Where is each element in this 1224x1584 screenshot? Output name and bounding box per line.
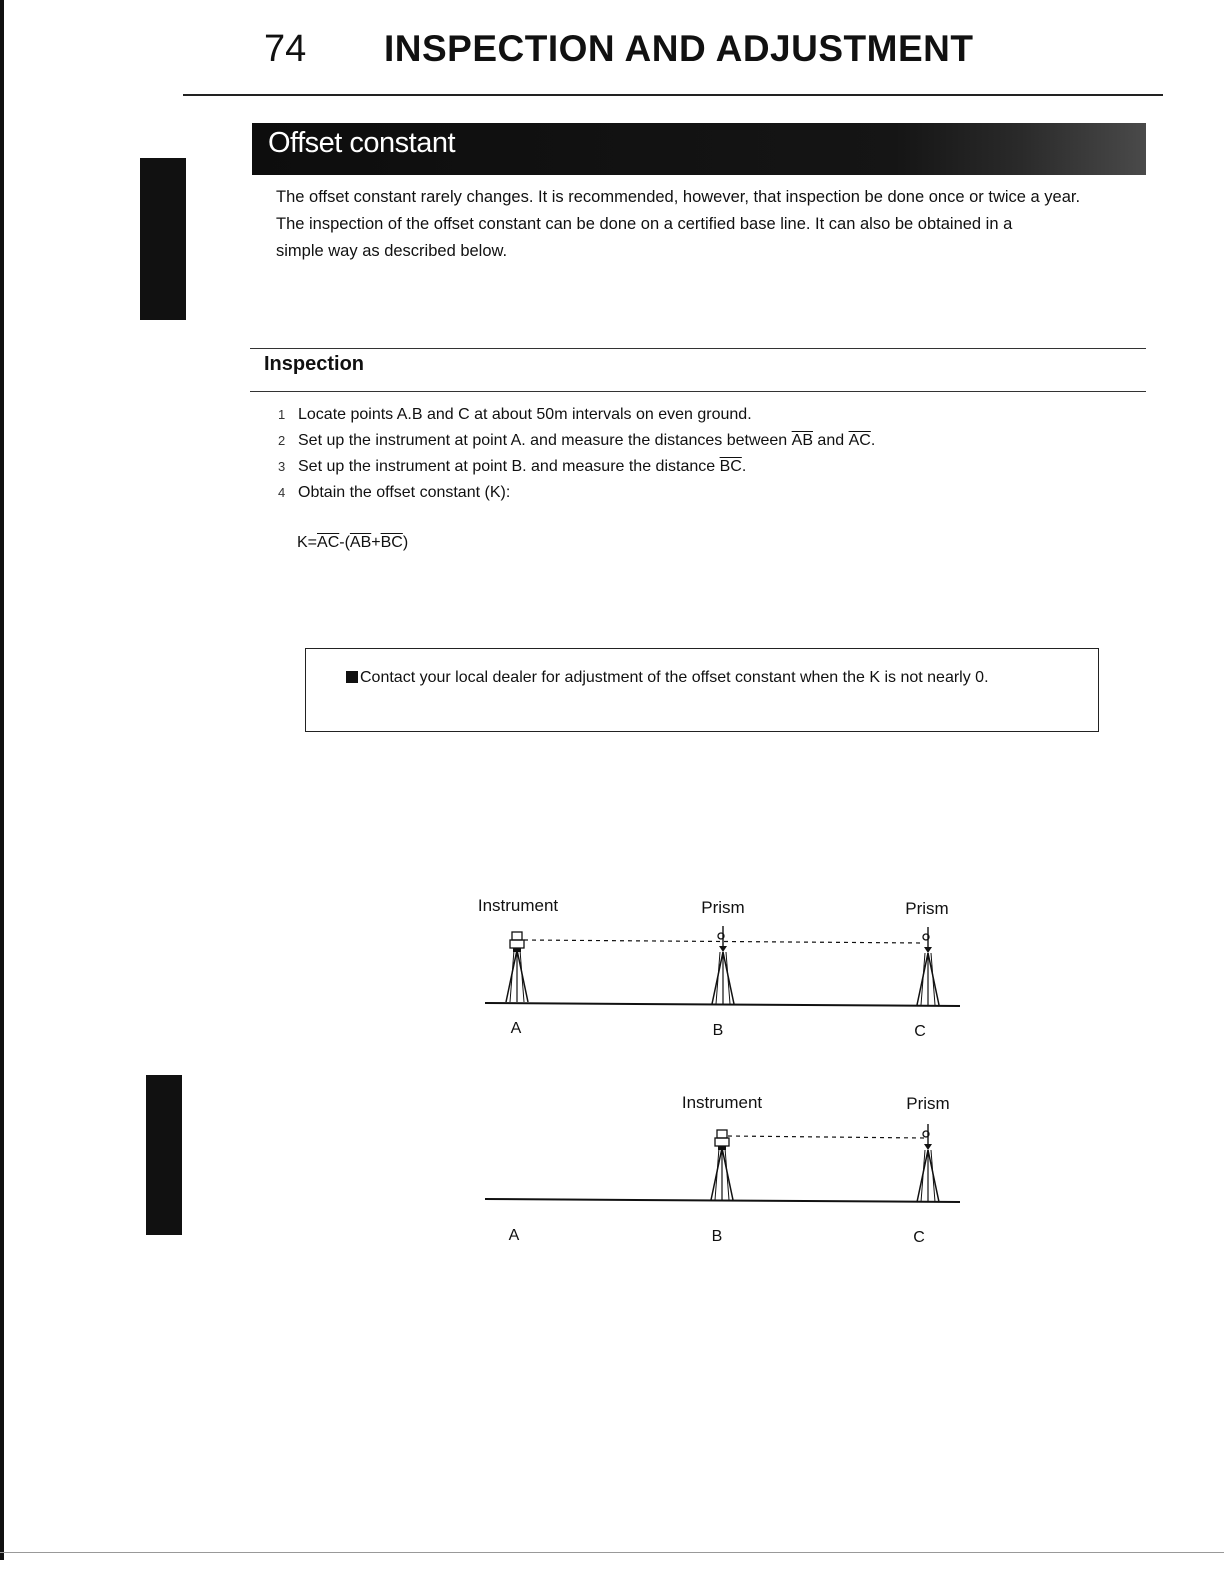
page-title: INSPECTION AND ADJUSTMENT	[384, 28, 974, 69]
formula-part: K=	[297, 534, 318, 551]
step-text-end: .	[741, 458, 747, 475]
point-label: A	[508, 1227, 520, 1244]
instrument-label: Instrument	[477, 896, 559, 915]
distance-symbol: $\overline{AC}$	[848, 432, 871, 449]
intro-paragraph: The offset constant rarely changes. It is recommended, however, that inspection be done once or twice a year.	[276, 188, 1081, 206]
setup-diagram-bottom	[485, 1093, 960, 1246]
page-number: 74	[264, 28, 307, 70]
formula-bc: $\overline{BC}$	[380, 534, 403, 551]
point-label: A	[510, 1020, 522, 1037]
point-label: B	[711, 1228, 723, 1245]
step-number: 4	[278, 485, 286, 500]
formula-ab: $\overline{AB}$	[349, 534, 372, 551]
distance-symbol: $\overline{BC}$	[719, 458, 742, 475]
step-text-join: and	[812, 432, 849, 449]
formula-part: )	[402, 534, 409, 551]
section-title: Offset constant	[268, 127, 456, 159]
step-number: 1	[278, 407, 286, 422]
instrument-label: Instrument	[681, 1093, 763, 1112]
step-number: 3	[278, 459, 286, 474]
formula-part: +	[371, 534, 381, 551]
step-text: Set up the instrument at point A. and measure the distances between	[298, 432, 792, 449]
step-text: Obtain the offset constant (K):	[298, 484, 511, 501]
point-label: C	[914, 1023, 926, 1040]
point-label: C	[913, 1229, 925, 1246]
formula-ac: $\overline{AC}$	[317, 534, 340, 551]
inspection-title: Inspection	[264, 353, 365, 375]
prism-icon	[712, 926, 734, 1004]
step-text: Set up the instrument at point B. and measure the distance	[298, 458, 720, 475]
prism-icon	[917, 927, 939, 1005]
point-label: B	[712, 1022, 724, 1039]
step-text-end: .	[870, 432, 876, 449]
formula-part: -(	[339, 534, 350, 551]
distance-symbol: $\overline{AB}$	[791, 432, 813, 449]
setup-diagram-top	[478, 896, 960, 1040]
step-number: 2	[278, 433, 286, 448]
prism-label: Prism	[905, 899, 949, 918]
instrument-icon	[711, 1130, 733, 1200]
step-text: Locate points A.B and C at about 50m intervals on even ground.	[298, 406, 752, 423]
prism-label: Prism	[701, 898, 745, 917]
sight-line	[524, 940, 924, 943]
note-content: Contact your local dealer for adjustment of the offset constant when the K is not nearly 0.	[360, 669, 989, 686]
prism-label: Prism	[906, 1094, 950, 1113]
prism-icon	[917, 1124, 939, 1202]
sight-line	[728, 1136, 924, 1138]
instrument-icon	[506, 932, 528, 1002]
intro-paragraph: The inspection of the offset constant can be done on a certified base line. It can also be obtained in a simple way as described below.	[276, 215, 1013, 260]
